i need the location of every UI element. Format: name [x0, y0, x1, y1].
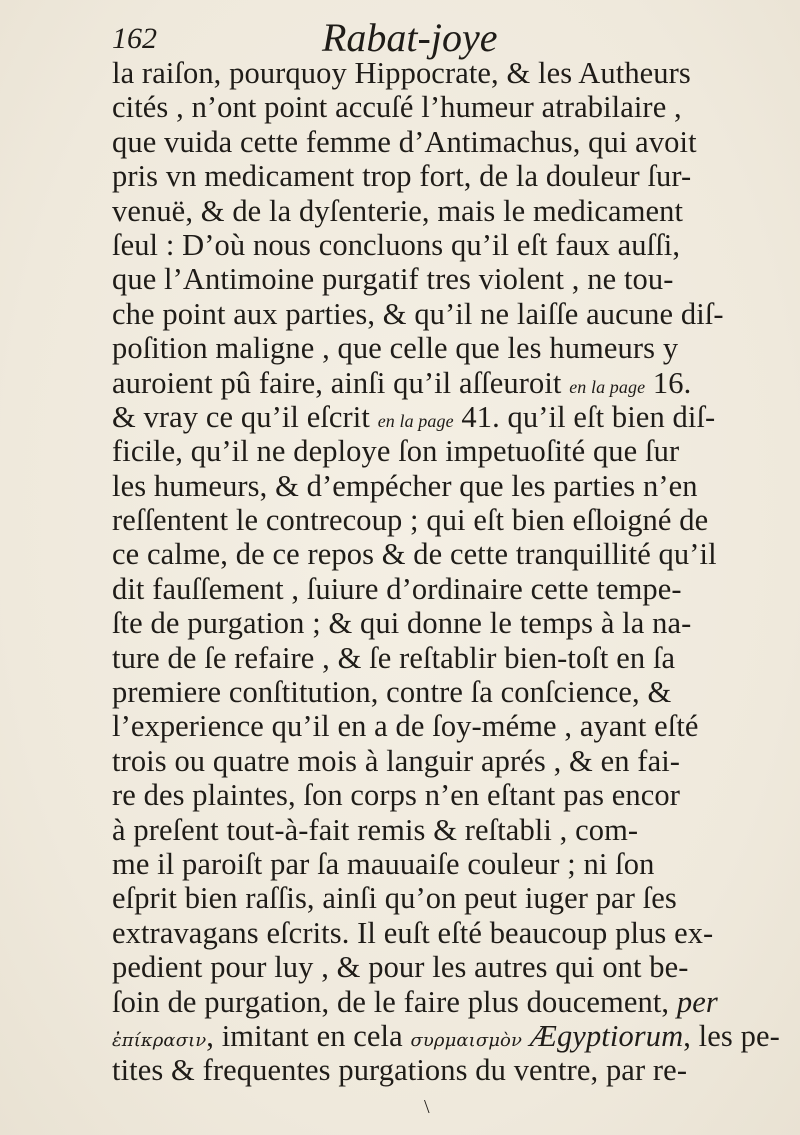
text-line: trois ou quatre mois à languir aprés , & en fai-	[112, 743, 681, 778]
greek-word: ἐπίκρασιν	[112, 1029, 207, 1051]
page-reference: en la page	[569, 376, 646, 397]
text-line: pris vn medicament trop fort, de la douleur ſur-	[112, 159, 692, 194]
text-line: l’experience qu’il en a de ſoy-méme , ayant eſté	[112, 709, 699, 744]
text-line: que vuida cette femme d’Antimachus, qui avoit	[112, 124, 697, 159]
running-head: Rabat-joye	[322, 15, 498, 60]
text-line: auroient pû faire, ainſi qu’il aſſeuroit en la page 16.	[112, 365, 692, 400]
text-line: pedient pour luy , & pour les autres qui ont be-	[112, 950, 689, 985]
text-line: ſoin de purgation, de le faire plus doucement, per	[112, 984, 718, 1019]
text-line: re des plaintes, ſon corps n’en eſtant pas encor	[112, 778, 681, 813]
text-line: premiere conſtitution, contre ſa conſcience, &	[112, 675, 672, 710]
text-line: à preſent tout-à-fait remis & reſtabli , com-	[112, 812, 639, 847]
text-line: venuë, & de la dyſenterie, mais le medicament	[112, 193, 684, 228]
latin-word: Ægyptiorum	[529, 1018, 684, 1053]
body-text	[112, 56, 800, 1088]
text-line: ture de ſe refaire , & ſe reſtablir bien-toſt en ſa	[112, 640, 676, 675]
latin-word: per	[676, 984, 718, 1019]
text-line: ſeul : D’où nous concluons qu’il eſt faux auſſi,	[112, 227, 681, 262]
greek-word: συρμαισμὸν	[410, 1029, 522, 1051]
text-line: poſition maligne , que celle que les humeurs y	[112, 331, 679, 366]
text-line: les humeurs, & d’empécher que les parties n’en	[112, 468, 698, 503]
page-reference: en la page	[377, 410, 454, 431]
text-line: tites & frequentes purgations du ventre, par re-	[112, 1053, 688, 1088]
text-line: extravagans eſcrits. Il euſt eſté beaucoup plus ex-	[112, 915, 714, 950]
text-line: ἐπίκρασιν, imitant en cela συρμαισμὸν Ægyptiorum, les pe-	[112, 1018, 780, 1053]
text-line: me il paroiſt par ſa mauuaiſe couleur ; ni ſon	[112, 846, 655, 881]
text-line: eſprit bien raſſis, ainſi qu’on peut iuger par ſes	[112, 881, 677, 916]
text-line: ſte de purgation ; & qui donne le temps à la na-	[112, 606, 692, 641]
text-line: che point aux parties, & qu’il ne laiſſe aucune diſ-	[112, 296, 724, 331]
text-line: que l’Antimoine purgatif tres violent , ne tou-	[112, 262, 674, 297]
text-line: reſſentent le contrecoup ; qui eſt bien eſloigné de	[112, 503, 709, 538]
page-header	[112, 14, 792, 62]
text-line: cités , n’ont point accuſé l’humeur atrabilaire ,	[112, 90, 682, 125]
text-line: ficile, qu’il ne deploye ſon impetuoſité que ſur	[112, 434, 680, 469]
footer-mark: \	[424, 1096, 430, 1118]
text-line: dit fauſſement , ſuiure d’ordinaire cette tempe-	[112, 571, 682, 606]
text-line: la raiſon, pourquoy Hippocrate, & les Autheurs	[112, 56, 691, 90]
text-line: & vray ce qu’il eſcrit en la page 41. qu’il eſt bien diſ-	[112, 399, 716, 434]
page-number: 162	[112, 22, 157, 55]
text-line: ce calme, de ce repos & de cette tranquillité qu’il	[112, 537, 717, 572]
